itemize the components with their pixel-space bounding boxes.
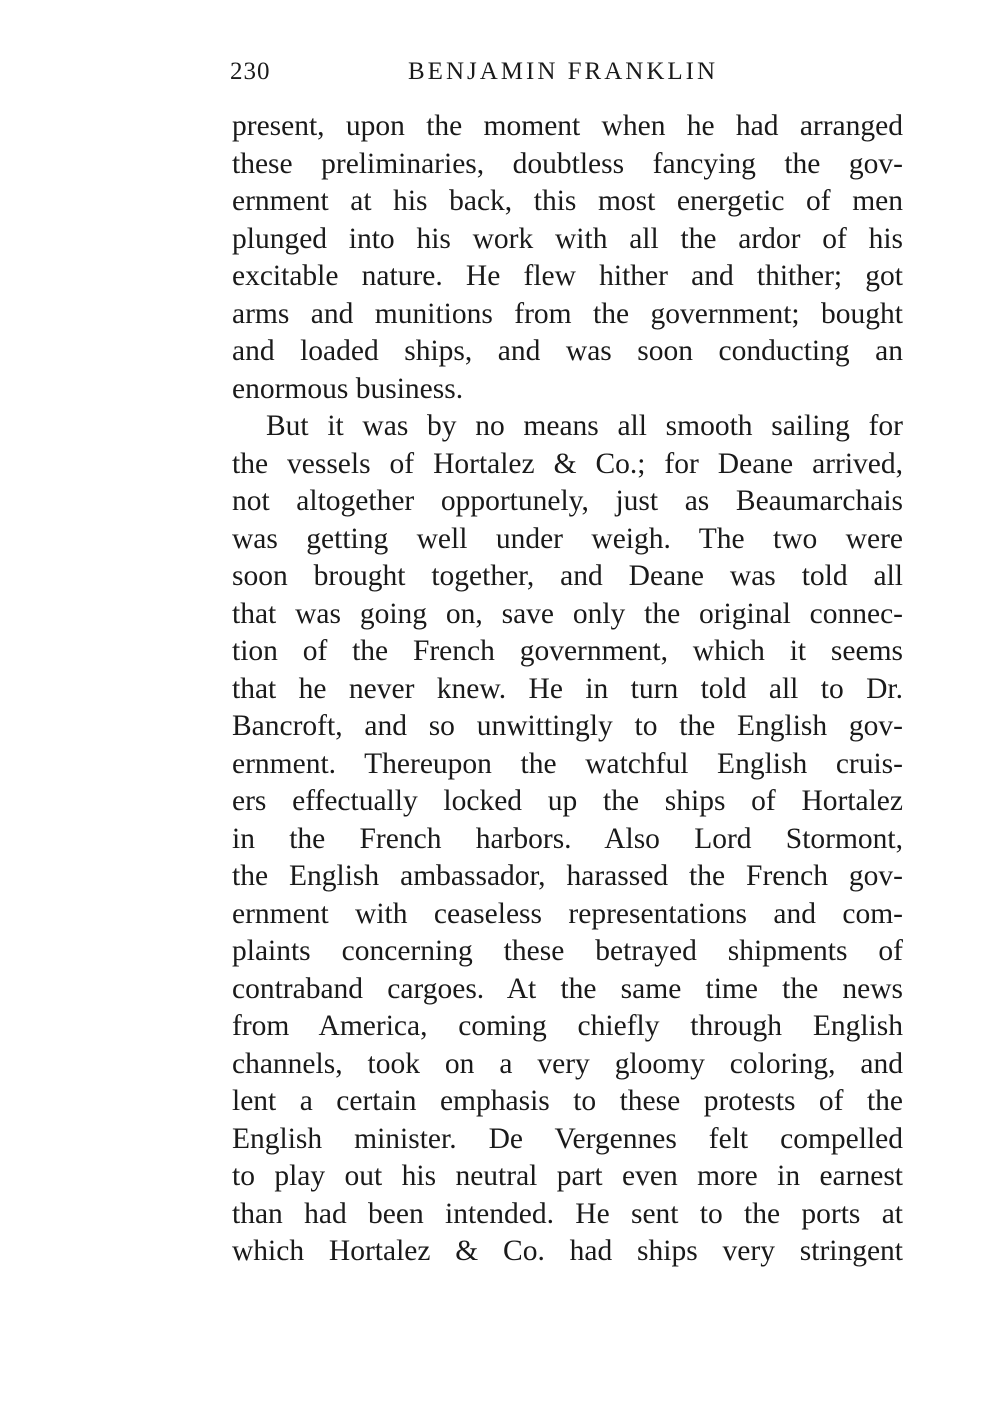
text-line: ernment. Thereupon the watchful English cruis- [232, 747, 903, 780]
text-line: these preliminaries, doubtless fancying the gov- [232, 147, 903, 180]
text-line: But it was by no means all smooth sailing for [266, 410, 903, 442]
text-line: from America, coming chiefly through English [232, 1010, 903, 1042]
running-title: BENJAMIN FRANKLIN [408, 58, 719, 85]
text-line: contraband cargoes. At the same time the news [232, 972, 903, 1005]
text-line: the vessels of Hortalez & Co.; for Deane arrived, [232, 447, 903, 480]
text-line: that was going on, save only the original connec- [232, 597, 903, 630]
text-line: soon brought together, and Deane was told all [232, 560, 903, 592]
text-line: and loaded ships, and was soon conducting an [232, 335, 903, 367]
text-line: arms and munitions from the government; bought [232, 297, 903, 330]
text-line: enormous business. [232, 372, 464, 405]
running-head [230, 56, 905, 88]
text-line: ers effectually locked up the ships of Hortalez [232, 785, 903, 817]
text-line: ernment with ceaseless representations and com- [232, 897, 903, 930]
text-line: in the French harbors. Also Lord Stormont, [232, 822, 903, 855]
text-line: English minister. De Vergennes felt compelled [232, 1122, 903, 1155]
text-line: present, upon the moment when he had arranged [232, 110, 903, 142]
text-line: channels, took on a very gloomy coloring, and [232, 1047, 903, 1080]
text-line: not altogether opportunely, just as Beaumarchais [232, 485, 903, 517]
text-line: the English ambassador, harassed the French gov- [232, 860, 903, 892]
text-line: Bancroft, and so unwittingly to the English gov- [232, 710, 903, 742]
text-line: to play out his neutral part even more in earnest [232, 1160, 903, 1192]
text-line: excitable nature. He flew hither and thither; got [232, 260, 903, 292]
text-line: plaints concerning these betrayed shipments of [232, 935, 903, 967]
text-line: was getting well under weigh. The two were [232, 522, 903, 555]
text-line: lent a certain emphasis to these protests of the [232, 1085, 903, 1117]
page-number: 230 [230, 58, 271, 85]
text-line: ernment at his back, this most energetic of men [232, 185, 903, 217]
text-line: than had been intended. He sent to the ports at [232, 1197, 903, 1230]
text-line: which Hortalez & Co. had ships very stringent [232, 1235, 903, 1267]
text-line: that he never knew. He in turn told all to Dr. [232, 672, 903, 705]
text-line: tion of the French government, which it seems [232, 635, 903, 667]
text-line: plunged into his work with all the ardor of his [232, 222, 903, 255]
